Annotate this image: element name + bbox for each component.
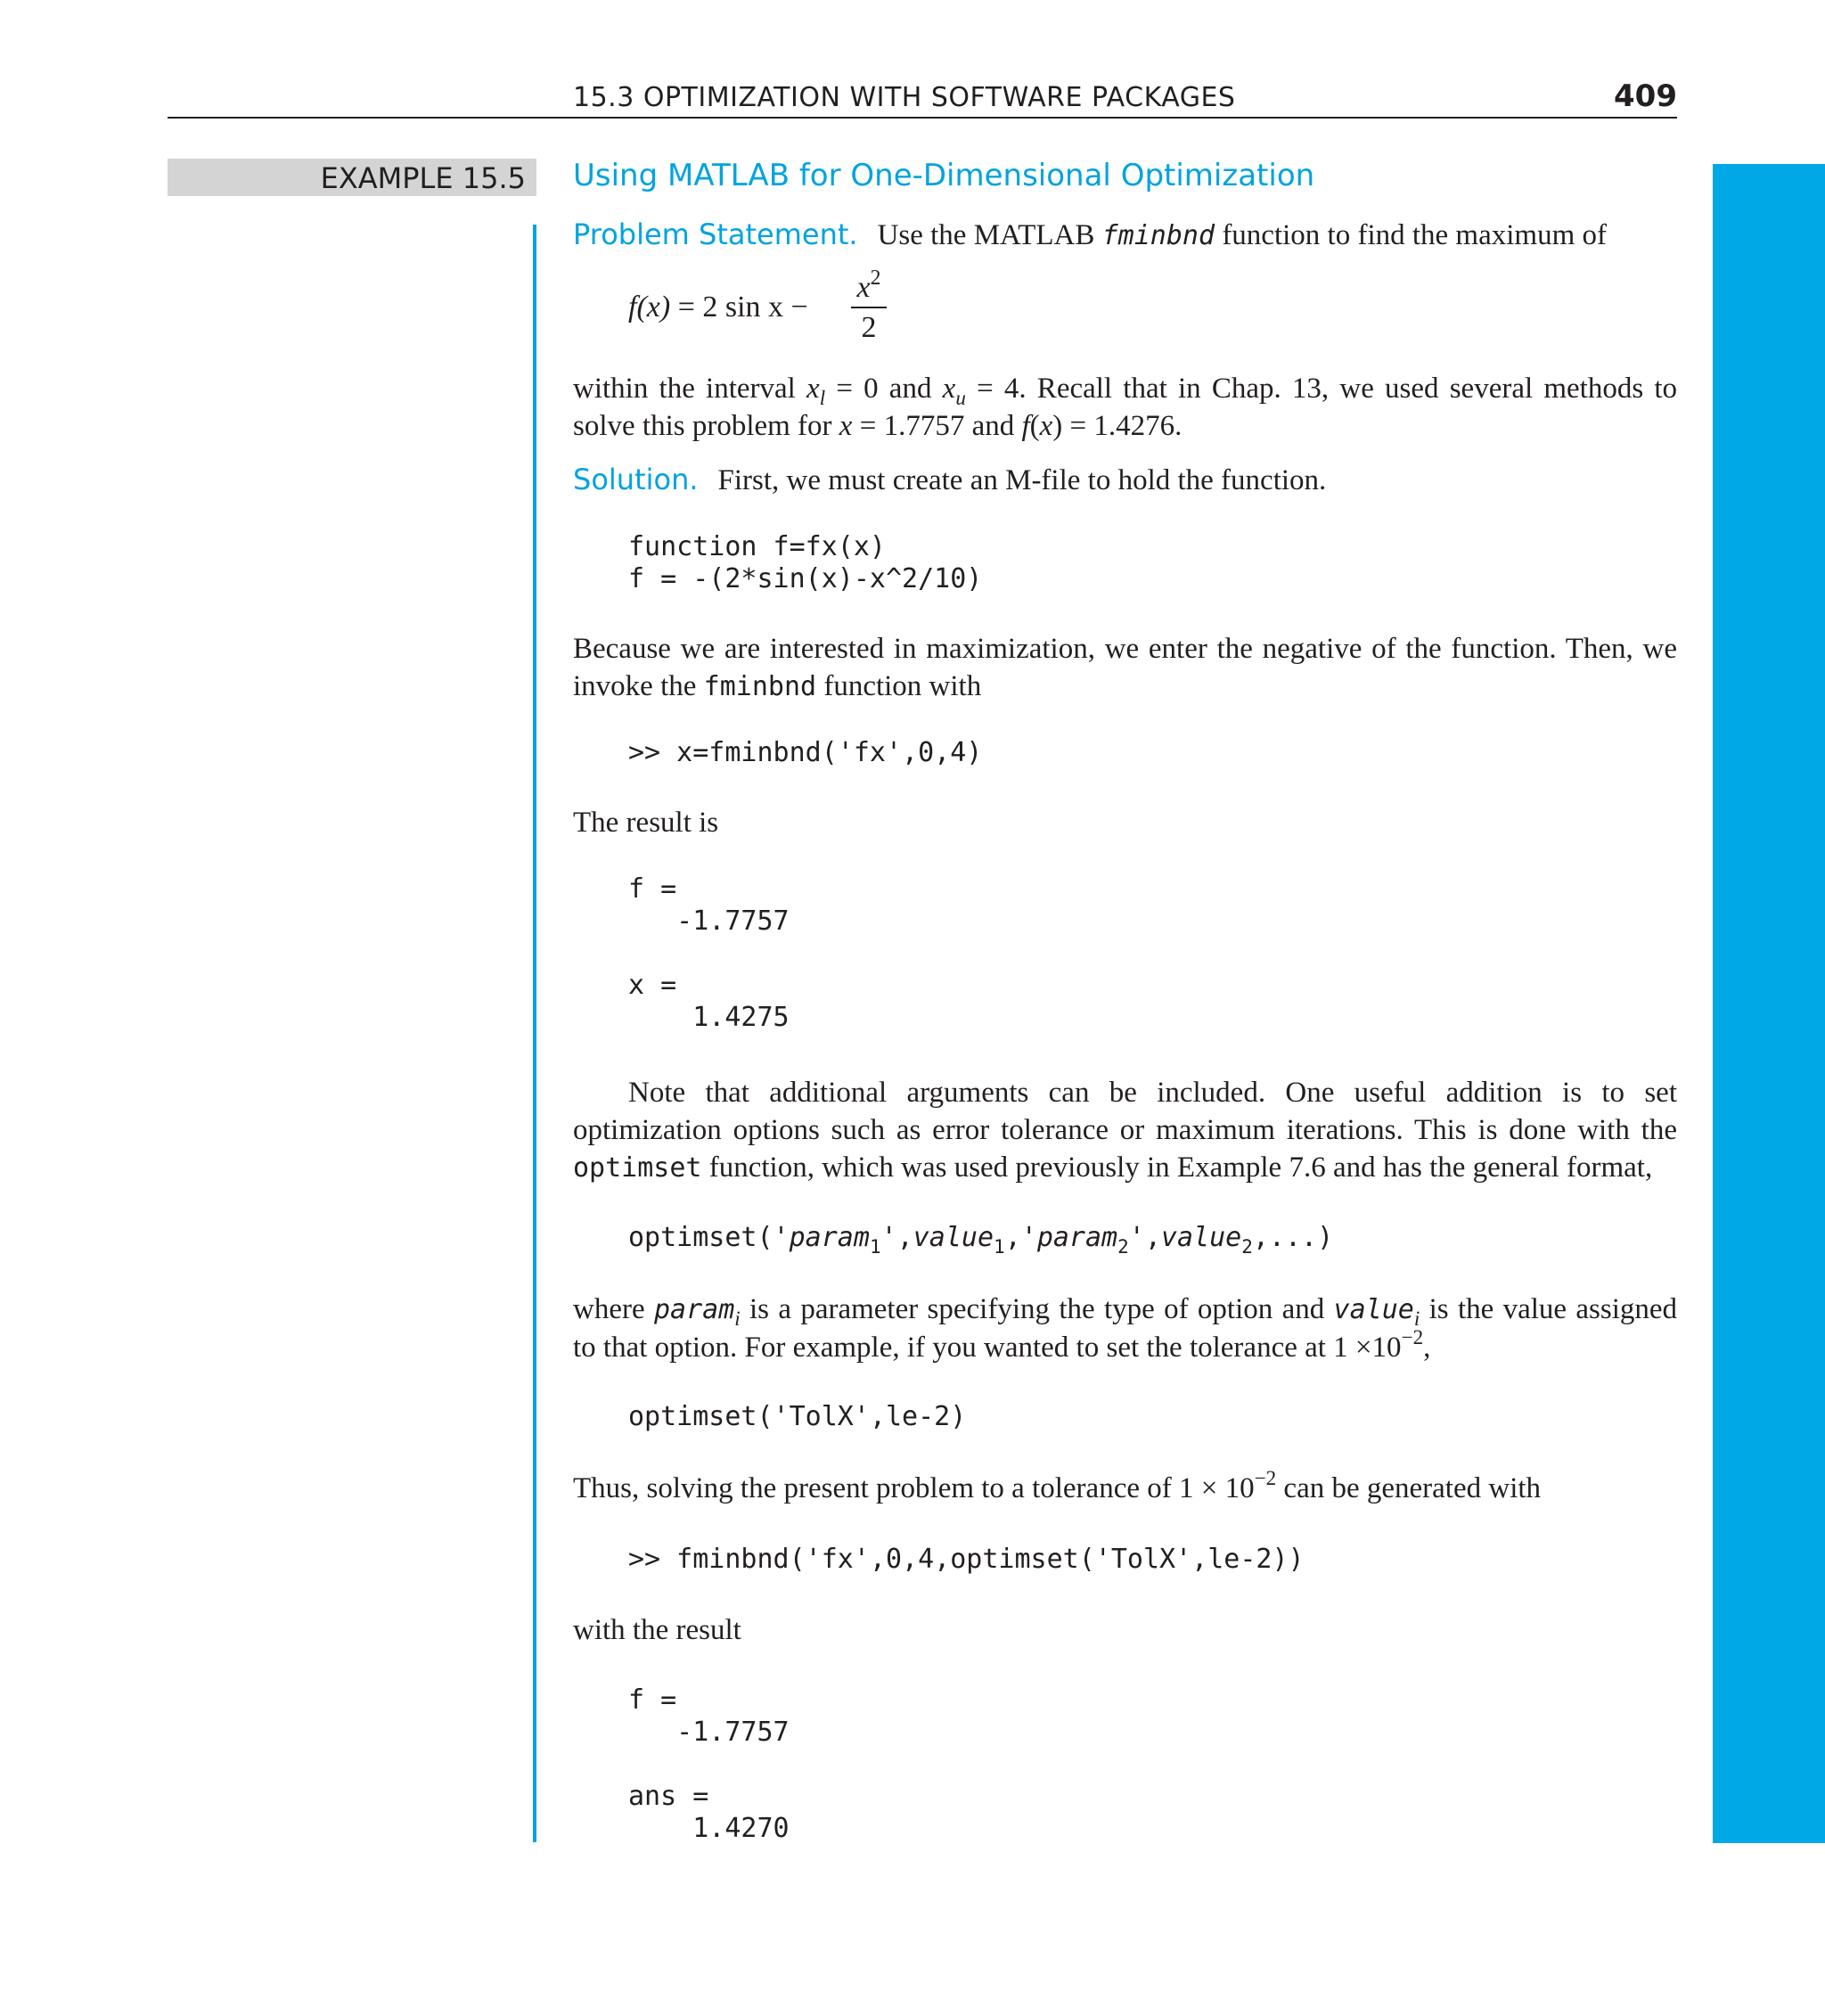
example-margin-rule: [533, 225, 536, 1842]
result1-code: f = -1.7757 x = 1.4275: [628, 873, 790, 1033]
tolx-code: optimset('TolX',le-2): [628, 1401, 967, 1432]
thus-paragraph: Thus, solving the present problem to a tolerance of $1 \times 10^{-2}$ can be generated with: [573, 1466, 1542, 1504]
fminbnd-call-code: >> x=fminbnd('fx',0,4): [628, 737, 983, 768]
optimset-format-code: optimset('param$_1$',value$_1$,'param$_2$',value$_2$,...): [628, 1222, 1334, 1258]
result2-code: f = -1.7757 ans = 1.4270: [628, 1684, 790, 1844]
chapter-edge-tab: [1713, 164, 1825, 1843]
problem-text: Use the MATLAB: [877, 219, 1095, 251]
maximization-paragraph: Because we are interested in maximization, we enter the negative of the function. Then, we invoke the fminbnd function with: [573, 633, 1677, 702]
example-label: EXAMPLE 15.5: [320, 161, 526, 195]
equation-fraction: $x^2$ 2: [851, 269, 887, 346]
result-is-text: The result is: [573, 807, 719, 839]
header-rule: [168, 117, 1677, 119]
example-title: Using MATLAB for One-Dimensional Optimization: [573, 158, 1315, 193]
mfile-code: function f=fx(x) f = -(2*sin(x)-x^2/10): [628, 531, 983, 594]
running-head: 15.3 OPTIMIZATION WITH SOFTWARE PACKAGES: [573, 82, 1236, 113]
with-result-text: with the result: [573, 1614, 741, 1646]
problem-statement: [573, 216, 1677, 255]
interval-paragraph: within the interval $x_l = 0$ and $x_u = 4$. Recall that in Chap. 13, we used several methods to solve this problem for x = 1.7757 and f(x) = 1.4276.: [573, 373, 1678, 442]
solution-heading: Solution.: [573, 463, 699, 496]
fminbnd-tolx-call-code: >> fminbnd('fx',0,4,optimset('TolX',le-2)): [628, 1544, 1305, 1575]
equation-lhs: f(x) = 2 sin x −: [628, 291, 808, 324]
page-number: 409: [1614, 78, 1677, 114]
solution-paragraph: Solution. First, we must create an M-file to hold the function.: [573, 463, 1327, 496]
note-paragraph: Note that additional arguments can be included. One useful addition is to set optimization options such as error tolerance or maximum iterations. This is done with the optimset function, which was used previously in Example 7.6 and has the general format,: [573, 1077, 1677, 1184]
problem-statement-heading: Problem Statement.: [573, 217, 858, 251]
where-paragraph: where param$_i$ is a parameter specifying the type of option and value$_i$ is the value assigned to that option. For example, if you wanted to set the tolerance at $1 \times 10^{-2}$,: [573, 1293, 1678, 1364]
problem-text-end: function to find the maximum of: [1222, 219, 1607, 251]
fminbnd-code: fminbnd: [1101, 220, 1215, 251]
